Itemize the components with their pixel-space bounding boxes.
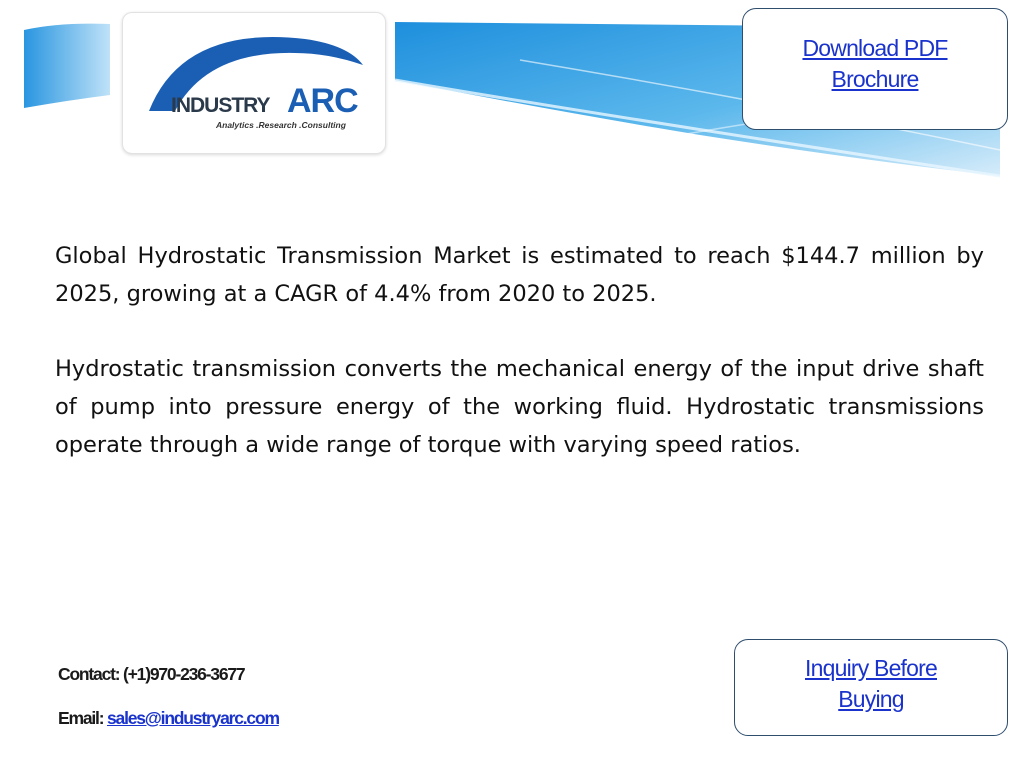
- main-content: [55, 237, 984, 464]
- contact-label: Contact: (+1): [58, 664, 150, 684]
- logo-wordmark-left: INDUSTRY: [171, 94, 270, 117]
- email-link[interactable]: sales@industryarc.com: [107, 708, 279, 728]
- email-label: Email:: [58, 708, 104, 728]
- logo-wordmark-right: ARC: [287, 82, 358, 120]
- market-summary-paragraph: Global Hydrostatic Transmission Market is estimated to reach $144.7 million by 2025, growing at a CAGR of 4.4% from 2020 to 2025.: [55, 243, 984, 307]
- inquiry-box: [734, 639, 1008, 736]
- inquiry-before-buying-link[interactable]: Inquiry Before Buying: [805, 654, 937, 712]
- definition-paragraph: Hydrostatic transmission converts the mechanical energy of the input drive shaft of pump into pressure energy of the working fluid. Hydrostatic transmissions operate through a wide range of torque with varying speed ratios.: [55, 356, 984, 458]
- logo-tagline: Analytics .Research .Consulting: [216, 120, 346, 130]
- logo-mark: [123, 13, 385, 153]
- download-brochure-box: [742, 8, 1008, 130]
- email-info: [58, 708, 279, 729]
- contact-number: 970-236-3677: [149, 664, 245, 684]
- industryarc-logo[interactable]: [122, 12, 386, 154]
- contact-info: [58, 664, 244, 685]
- download-brochure-link[interactable]: Download PDF Brochure: [802, 35, 948, 92]
